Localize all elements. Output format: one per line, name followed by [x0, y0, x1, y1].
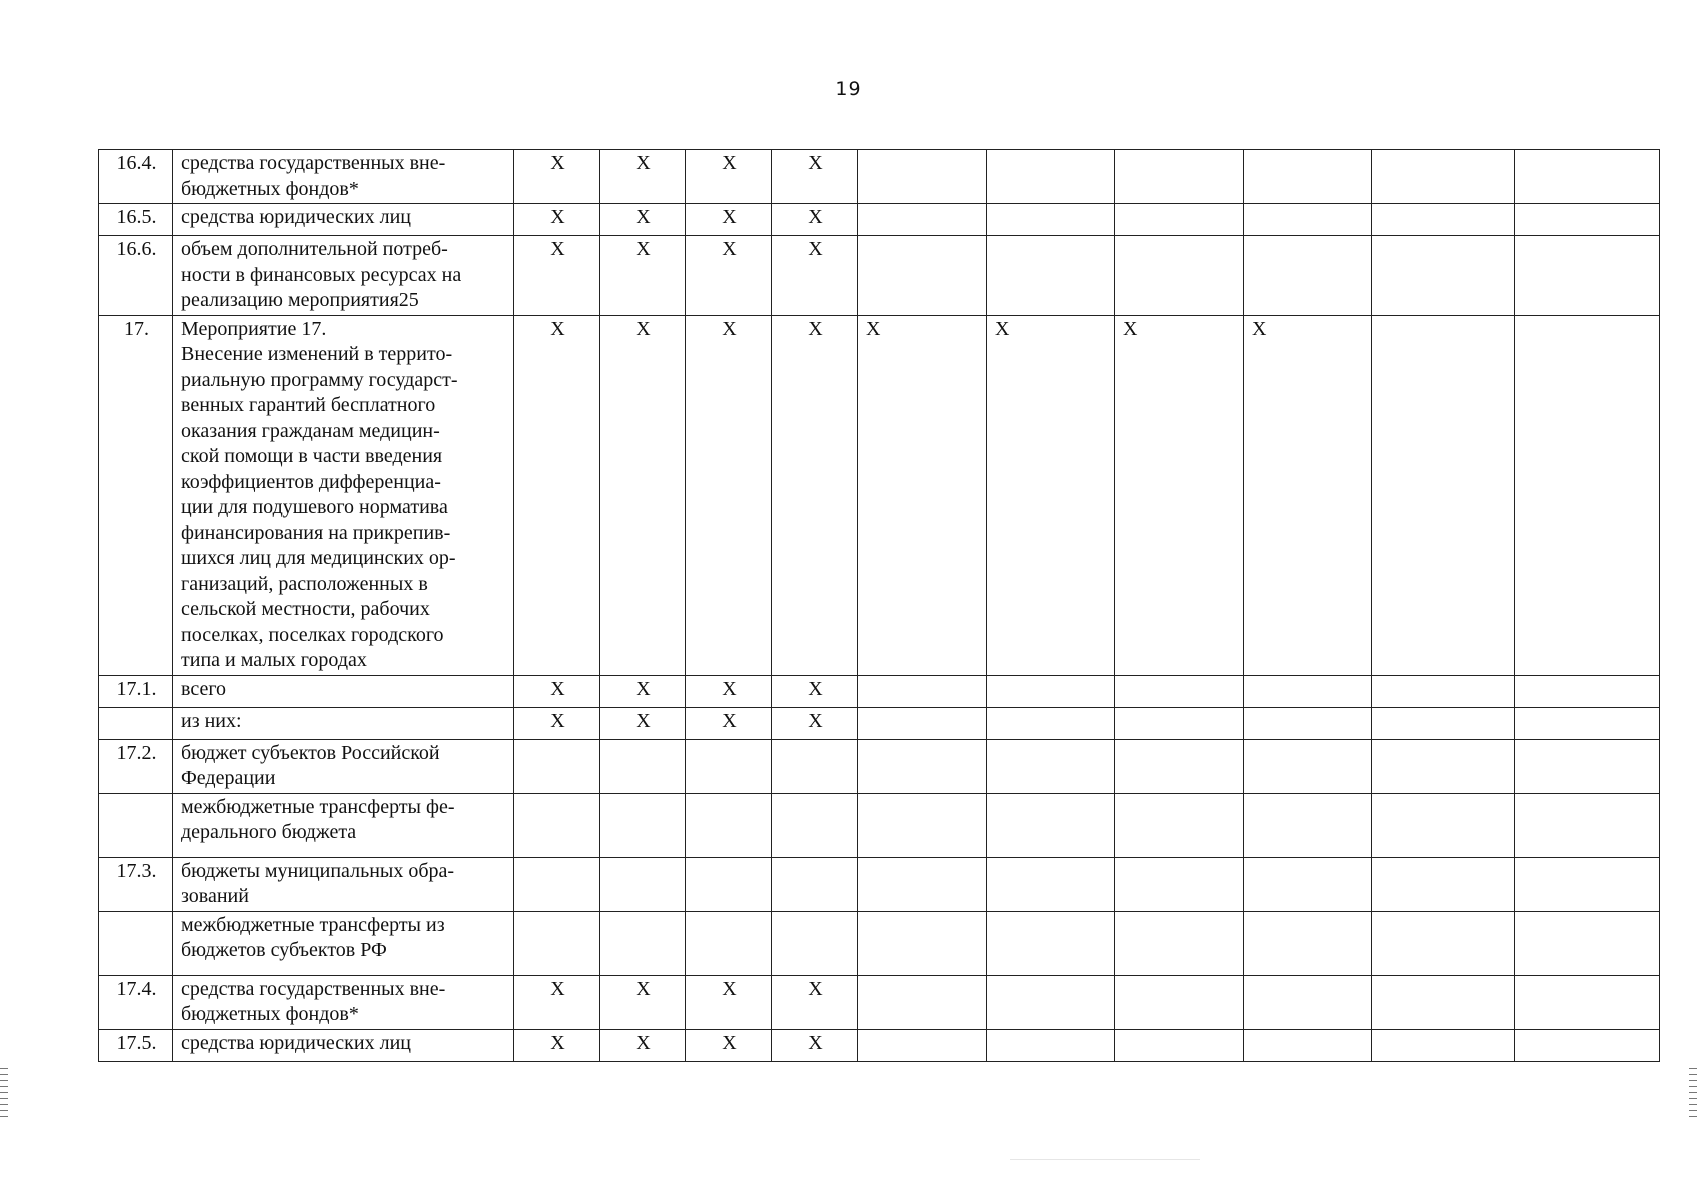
value-cell — [987, 204, 1115, 236]
value-cell — [1515, 857, 1660, 911]
value-cell: X — [686, 975, 772, 1029]
value-cell: X — [772, 236, 858, 316]
scan-line — [1010, 1159, 1200, 1160]
value-cell — [1244, 1029, 1372, 1061]
value-cell — [1372, 911, 1515, 975]
value-cell — [772, 793, 858, 857]
value-cell — [987, 707, 1115, 739]
value-cell: X — [514, 150, 600, 204]
value-cell — [1515, 793, 1660, 857]
value-cell — [1515, 315, 1660, 675]
value-cell — [1515, 739, 1660, 793]
value-cell — [987, 975, 1115, 1029]
value-cell — [772, 857, 858, 911]
row-number: 17.3. — [99, 857, 173, 911]
value-cell — [1515, 236, 1660, 316]
row-number — [99, 793, 173, 857]
value-cell: X — [772, 975, 858, 1029]
value-cell — [1244, 150, 1372, 204]
row-description: средства юридических лиц — [173, 1029, 514, 1061]
table-row — [99, 1029, 1660, 1061]
value-cell — [1372, 1029, 1515, 1061]
value-cell — [858, 911, 987, 975]
value-cell — [686, 857, 772, 911]
value-cell — [1115, 675, 1244, 707]
table-row — [99, 739, 1660, 793]
row-number — [99, 707, 173, 739]
row-number: 17.4. — [99, 975, 173, 1029]
value-cell — [1515, 707, 1660, 739]
value-cell — [1372, 707, 1515, 739]
table-row — [99, 793, 1660, 857]
value-cell — [858, 739, 987, 793]
value-cell — [1244, 975, 1372, 1029]
value-cell — [600, 857, 686, 911]
margin-tick-left — [0, 1068, 8, 1120]
value-cell — [858, 707, 987, 739]
row-number — [99, 911, 173, 975]
value-cell: X — [600, 150, 686, 204]
value-cell: X — [600, 236, 686, 316]
row-description: бюджет субъектов Российской Федерации — [173, 739, 514, 793]
table-row — [99, 204, 1660, 236]
table-row — [99, 315, 1660, 675]
value-cell — [686, 739, 772, 793]
value-cell: X — [600, 1029, 686, 1061]
value-cell — [987, 857, 1115, 911]
table-row — [99, 675, 1660, 707]
row-number: 16.6. — [99, 236, 173, 316]
value-cell: X — [514, 315, 600, 675]
value-cell: X — [514, 675, 600, 707]
value-cell — [1115, 204, 1244, 236]
page-number: 19 — [835, 78, 862, 100]
value-cell — [1115, 150, 1244, 204]
value-cell — [1372, 975, 1515, 1029]
value-cell: X — [514, 1029, 600, 1061]
value-cell — [1372, 675, 1515, 707]
value-cell — [1372, 315, 1515, 675]
table-row — [99, 911, 1660, 975]
value-cell — [858, 857, 987, 911]
value-cell: X — [686, 1029, 772, 1061]
value-cell — [1115, 793, 1244, 857]
value-cell — [600, 911, 686, 975]
value-cell — [1515, 911, 1660, 975]
row-description: средства государственных вне- бюджетных фондов* — [173, 150, 514, 204]
value-cell — [1515, 150, 1660, 204]
value-cell — [858, 150, 987, 204]
value-cell — [1372, 739, 1515, 793]
row-description: всего — [173, 675, 514, 707]
value-cell — [1372, 236, 1515, 316]
value-cell: X — [600, 204, 686, 236]
value-cell — [1115, 975, 1244, 1029]
table-row — [99, 857, 1660, 911]
value-cell — [1244, 793, 1372, 857]
value-cell — [987, 911, 1115, 975]
value-cell: X — [772, 315, 858, 675]
value-cell — [1515, 204, 1660, 236]
value-cell — [987, 675, 1115, 707]
table-row — [99, 707, 1660, 739]
value-cell — [1372, 793, 1515, 857]
value-cell: X — [686, 315, 772, 675]
value-cell: X — [514, 975, 600, 1029]
value-cell: X — [858, 315, 987, 675]
value-cell — [1115, 707, 1244, 739]
value-cell: X — [772, 204, 858, 236]
value-cell — [858, 675, 987, 707]
value-cell: X — [772, 707, 858, 739]
value-cell — [1244, 707, 1372, 739]
row-number: 17.5. — [99, 1029, 173, 1061]
value-cell — [514, 911, 600, 975]
value-cell — [600, 739, 686, 793]
table-row — [99, 150, 1660, 204]
row-number: 17.1. — [99, 675, 173, 707]
value-cell — [987, 1029, 1115, 1061]
value-cell — [1515, 975, 1660, 1029]
value-cell — [1115, 911, 1244, 975]
funding-table — [98, 149, 1660, 1062]
value-cell — [858, 975, 987, 1029]
value-cell: X — [1115, 315, 1244, 675]
value-cell — [1515, 1029, 1660, 1061]
row-description: средства юридических лиц — [173, 204, 514, 236]
table-row — [99, 236, 1660, 316]
value-cell: X — [772, 675, 858, 707]
value-cell — [1115, 1029, 1244, 1061]
value-cell — [1115, 236, 1244, 316]
value-cell: X — [600, 675, 686, 707]
value-cell — [1115, 857, 1244, 911]
value-cell — [987, 739, 1115, 793]
row-description: из них: — [173, 707, 514, 739]
value-cell: X — [987, 315, 1115, 675]
row-number: 17. — [99, 315, 173, 675]
value-cell — [514, 857, 600, 911]
value-cell: X — [686, 150, 772, 204]
value-cell: X — [686, 675, 772, 707]
row-number: 16.4. — [99, 150, 173, 204]
value-cell — [1244, 204, 1372, 236]
value-cell — [858, 204, 987, 236]
value-cell: X — [686, 236, 772, 316]
value-cell — [987, 793, 1115, 857]
value-cell — [1372, 857, 1515, 911]
row-number: 16.5. — [99, 204, 173, 236]
value-cell — [514, 739, 600, 793]
value-cell — [987, 236, 1115, 316]
row-number: 17.2. — [99, 739, 173, 793]
value-cell — [1244, 675, 1372, 707]
value-cell — [987, 150, 1115, 204]
value-cell: X — [772, 1029, 858, 1061]
value-cell — [1372, 204, 1515, 236]
row-description: Мероприятие 17. Внесение изменений в террито- риальную программу государст- венных гарантий бесплатного оказания гражданам медицин- ской помощи в части введения коэффициентов дифференциа- ции для подушевого норматива финансирования на прикрепив- шихся лиц для медицинских ор- ганизаций, расположенных в сельской местности, рабочих поселках, поселках городского типа и малых городах — [173, 315, 514, 675]
value-cell: X — [686, 204, 772, 236]
row-description: объем дополнительной потреб- ности в финансовых ресурсах на реализацию мероприятия25 — [173, 236, 514, 316]
value-cell — [600, 793, 686, 857]
value-cell — [686, 911, 772, 975]
row-description: бюджеты муниципальных обра- зований — [173, 857, 514, 911]
value-cell: X — [514, 707, 600, 739]
value-cell: X — [600, 707, 686, 739]
value-cell — [1515, 675, 1660, 707]
row-description: межбюджетные трансферты из бюджетов субъектов РФ — [173, 911, 514, 975]
value-cell: X — [600, 975, 686, 1029]
value-cell: X — [686, 707, 772, 739]
value-cell — [514, 793, 600, 857]
value-cell — [1244, 739, 1372, 793]
row-description: средства государственных вне- бюджетных фондов* — [173, 975, 514, 1029]
value-cell — [858, 1029, 987, 1061]
value-cell — [772, 739, 858, 793]
value-cell — [1115, 739, 1244, 793]
table-row — [99, 975, 1660, 1029]
value-cell: X — [1244, 315, 1372, 675]
value-cell: X — [514, 204, 600, 236]
value-cell — [686, 793, 772, 857]
value-cell — [1372, 150, 1515, 204]
value-cell: X — [600, 315, 686, 675]
value-cell: X — [772, 150, 858, 204]
row-description: межбюджетные трансферты фе- дерального бюджета — [173, 793, 514, 857]
value-cell — [858, 793, 987, 857]
value-cell — [858, 236, 987, 316]
value-cell — [772, 911, 858, 975]
value-cell — [1244, 236, 1372, 316]
value-cell — [1244, 911, 1372, 975]
margin-tick-right — [1689, 1068, 1697, 1120]
value-cell — [1244, 857, 1372, 911]
value-cell: X — [514, 236, 600, 316]
